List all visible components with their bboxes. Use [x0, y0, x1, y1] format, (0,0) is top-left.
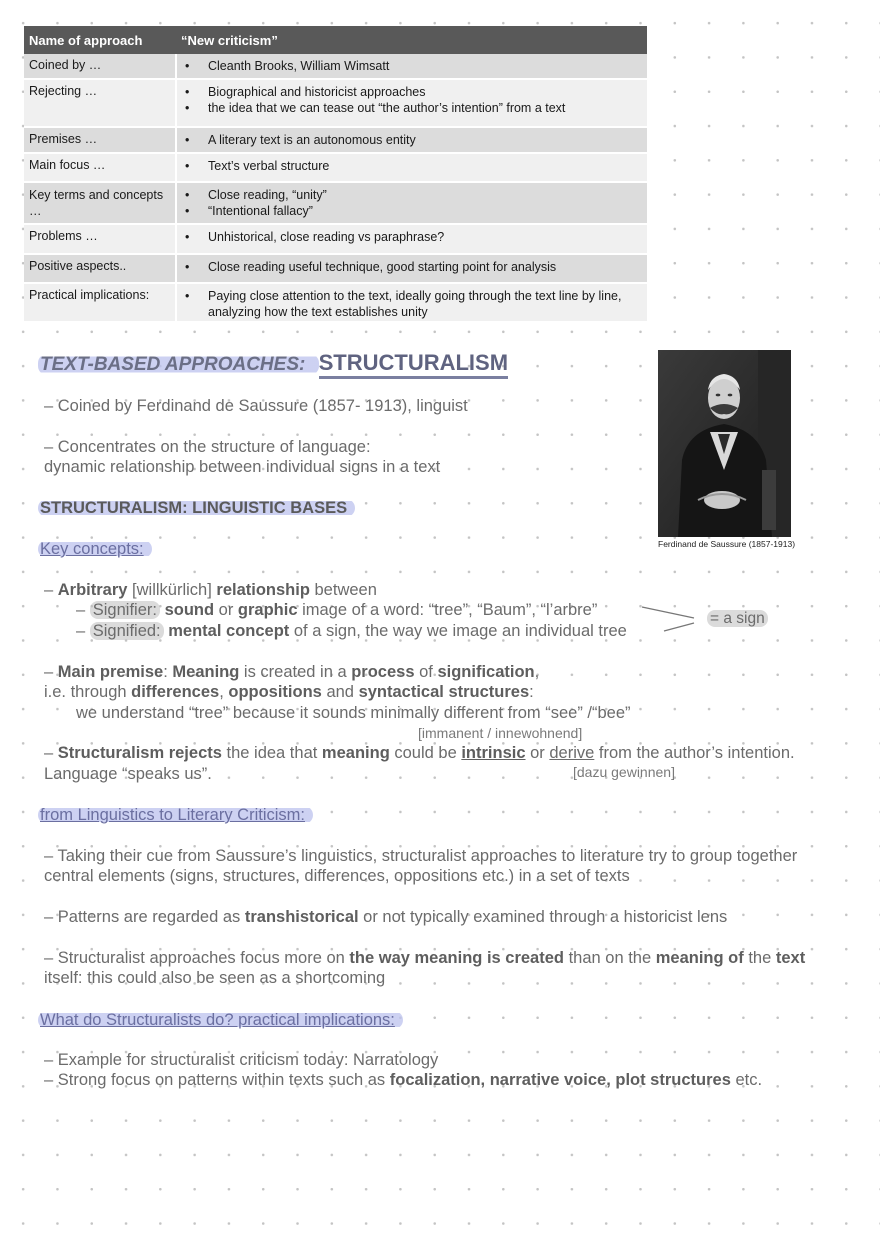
text: and	[321, 683, 359, 701]
row-item: • A literary text is an autonomous entity	[182, 132, 642, 148]
new-criticism-table	[24, 26, 647, 323]
term-main-premise: Main premise	[57, 663, 164, 681]
text: image of a word: “tree”, “Baum”, “l’arbre”	[297, 601, 598, 619]
term-signification: signification	[437, 663, 535, 681]
text: between	[309, 581, 377, 599]
text: i.e. through	[44, 683, 132, 701]
portrait-caption: Ferdinand de Saussure (1857-1913)	[658, 539, 796, 549]
term-intrinsic: intrinsic	[461, 744, 526, 762]
table-row	[24, 153, 647, 182]
term-meaning: meaning	[321, 744, 390, 762]
key-concepts-heading	[40, 540, 152, 559]
text: the	[743, 949, 776, 967]
cue-line-2: central elements (signs, structures, differences, oppositions etc.) in a set of texts	[44, 867, 630, 885]
portrait-illustration	[658, 350, 791, 537]
term-derive: derive	[549, 744, 595, 762]
term-process: process	[351, 663, 415, 681]
title-structuralism: STRUCTURALISM	[319, 350, 508, 379]
text: is created in a	[239, 663, 352, 681]
text: – Patterns are regarded as	[44, 908, 245, 926]
text: or not typically examined through a historicist lens	[358, 908, 728, 926]
text: of	[414, 663, 438, 681]
text: – Strong focus on patterns within texts such as	[44, 1071, 390, 1089]
signified-label: Signified:	[90, 622, 164, 640]
table-header-row	[24, 26, 647, 54]
row-content	[176, 224, 647, 254]
term-meaning: Meaning	[172, 663, 240, 681]
bracket-lines	[640, 604, 700, 634]
row-content	[176, 54, 647, 79]
premise-line	[44, 663, 539, 682]
text: from the author’s intention.	[594, 744, 795, 762]
rejects-line-2: Language “speaks us”.	[44, 765, 212, 783]
sign-note	[707, 610, 768, 628]
text: [willkürlich]	[127, 581, 217, 599]
row-content	[176, 283, 647, 322]
concentrates-line: – Concentrates on the structure of language:	[44, 438, 371, 456]
table-row	[24, 127, 647, 153]
term-differences: differences	[131, 683, 220, 701]
term-focalization: focalization, narrative voice, plot structures	[389, 1071, 731, 1089]
dash: –	[44, 744, 58, 762]
term-sound: sound	[164, 601, 215, 619]
row-label: Coined by …	[24, 54, 176, 79]
dash: –	[44, 581, 58, 599]
term-relationship: relationship	[216, 581, 310, 599]
text: :	[529, 683, 534, 701]
table-row	[24, 182, 647, 224]
from-linguistics-text: from Linguistics to Literary Criticism:	[38, 806, 313, 824]
patterns-line	[44, 908, 727, 927]
example-line: – Example for structuralist criticism today: Narratology	[44, 1051, 439, 1069]
row-content	[176, 127, 647, 153]
text: or	[525, 744, 550, 762]
table-row	[24, 254, 647, 283]
premise-line-2	[44, 683, 534, 702]
sign-note-text: = a sign	[707, 610, 768, 627]
row-label: Problems …	[24, 224, 176, 254]
row-label: Main focus …	[24, 153, 176, 182]
term-graphic: graphic	[237, 601, 298, 619]
key-concepts-text: Key concepts:	[38, 540, 152, 558]
dynamic-line: dynamic relationship between individual signs in a text	[44, 458, 441, 476]
table-row	[24, 224, 647, 254]
row-label: Premises …	[24, 127, 176, 153]
row-content	[176, 254, 647, 283]
row-item: • Close reading, “unity”	[182, 187, 642, 203]
saussure-portrait	[658, 350, 791, 537]
premise-line-3: we understand “tree” because it sounds minimally different from “see” /“bee”	[76, 704, 631, 722]
cue-line-1: – Taking their cue from Saussure’s linguistics, structuralist approaches to literature try to group together	[44, 847, 798, 865]
rejects-line	[44, 744, 795, 763]
term-transhistorical: transhistorical	[244, 908, 359, 926]
row-item: • “Intentional fallacy”	[182, 203, 642, 219]
table-header-new-criticism: “New criticism”	[176, 26, 647, 54]
arbitrary-line	[44, 581, 377, 600]
row-item: • Close reading useful technique, good starting point for analysis	[182, 259, 642, 275]
term-structuralism-rejects: Structuralism rejects	[57, 744, 222, 762]
row-content	[176, 182, 647, 224]
text: ,	[219, 683, 229, 701]
row-content	[176, 153, 647, 182]
table-row	[24, 283, 647, 322]
signifier-label: Signifier:	[90, 601, 160, 619]
dash: –	[44, 663, 58, 681]
title-prefix: TEXT-BASED APPROACHES:	[38, 354, 319, 375]
coined-line: – Coined by Ferdinand de Saussure (1857- 1913), linguist	[44, 397, 468, 415]
row-label: Key terms and concepts …	[24, 182, 176, 224]
row-item: • the idea that we can tease out “the author’s intention” from a text	[182, 100, 642, 116]
text: of a sign, the way we image an individual tree	[289, 622, 627, 640]
from-linguistics-heading	[40, 806, 313, 825]
text: than on the	[564, 949, 656, 967]
row-item: • Unhistorical, close reading vs paraphrase?	[182, 229, 642, 245]
table-row	[24, 79, 647, 127]
focus-line-2: itself: this could also be seen as a shortcoming	[44, 969, 386, 987]
row-item: • Text’s verbal structure	[182, 158, 642, 174]
term-way-meaning-created: the way meaning is created	[349, 949, 564, 967]
signified-line: – Signified: mental concept of a sign, the way we image an individual tree	[76, 622, 627, 640]
signifier-line: – Signifier: sound or graphic image of a word: “tree”, “Baum”, “l’arbre”	[76, 601, 598, 619]
term-mental-concept: mental concept	[168, 622, 290, 640]
focus-line	[44, 949, 805, 968]
row-content	[176, 79, 647, 127]
what-do-text: What do Structuralists do? practical implications:	[38, 1011, 403, 1029]
term-arbitrary: Arbitrary	[57, 581, 128, 599]
text: ,	[534, 663, 540, 681]
term-text: text	[775, 949, 806, 967]
text: the idea that	[221, 744, 322, 762]
text: – Structuralist approaches focus more on	[44, 949, 350, 967]
text: etc.	[730, 1071, 763, 1089]
row-label: Positive aspects..	[24, 254, 176, 283]
term-syntactical-structures: syntactical structures	[358, 683, 530, 701]
term-oppositions: oppositions	[228, 683, 322, 701]
row-item: • Cleanth Brooks, William Wimsatt	[182, 58, 642, 74]
row-label: Rejecting …	[24, 79, 176, 127]
text: :	[163, 663, 173, 681]
row-label: Practical implications:	[24, 283, 176, 322]
strong-focus-line	[44, 1071, 762, 1090]
text: could be	[389, 744, 462, 762]
linguistic-bases-text: STRUCTURALISM: LINGUISTIC BASES	[38, 499, 355, 517]
section-title	[40, 350, 509, 376]
row-item: • Paying close attention to the text, ideally going through the text line by line, analyzing how the text establishes unity	[182, 288, 642, 320]
table-row	[24, 54, 647, 79]
text: or	[214, 601, 238, 619]
linguistic-bases-heading	[40, 499, 355, 518]
row-item: • Biographical and historicist approaches	[182, 84, 642, 100]
dazu-note: [dazu gewinnen]	[573, 764, 675, 780]
term-meaning-of: meaning of	[655, 949, 744, 967]
table-header-approach: Name of approach	[24, 26, 176, 54]
what-do-heading	[40, 1011, 403, 1030]
immanent-note: [immanent / innewohnend]	[418, 725, 583, 741]
